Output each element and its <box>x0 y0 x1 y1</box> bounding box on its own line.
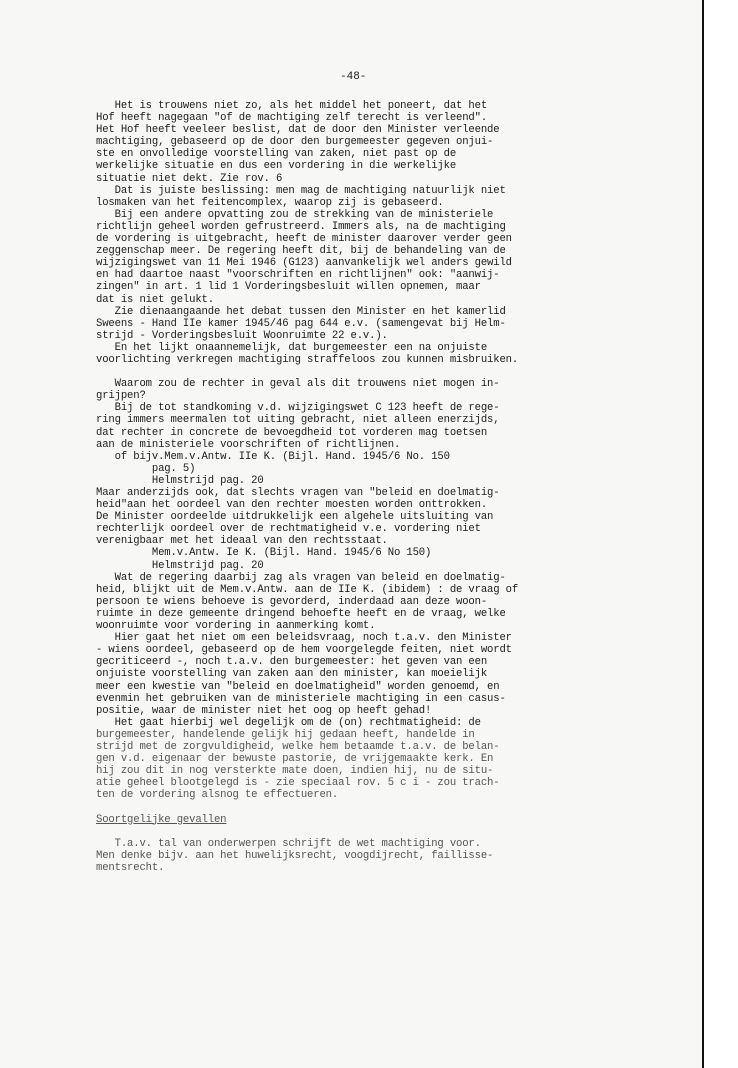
text-line: grijpen? <box>96 390 146 403</box>
text-line: De Minister oordeelde uitdrukkelijk een algehele uitsluiting van <box>96 511 494 524</box>
text-line: Men denke bijv. aan het huwelijksrecht, voogdijrecht, faillisse- <box>96 849 494 862</box>
text-line: Helmstrijd pag. 20 <box>96 559 264 572</box>
text-line: Het is trouwens niet zo, als het middel het poneert, dat het <box>96 100 488 112</box>
text-line: heid"aan het oordeel van den rechter moesten worden onttrokken. <box>96 499 488 512</box>
text-line: onjuiste voorstelling van zaken aan den minister, kan moeielijk <box>96 668 488 681</box>
text-line: Het gaat hierbij wel degelijk om de (on) rechtmatigheid: de <box>96 716 481 729</box>
text-line: Hier gaat het niet om een beleidsvraag, noch t.a.v. den Minister <box>96 632 512 645</box>
text-line: Het Hof heeft veeleer beslist, dat de door den Minister verleende <box>96 124 500 137</box>
text-line: hij zou dit in nog versterkte mate doen, indien hij, nu de situ- <box>96 765 494 778</box>
paragraph-gap <box>96 801 706 813</box>
text-line: rechterlijk oordeel over de rechtmatigheid v.e. vordering niet <box>96 523 481 536</box>
text-line: Dat is juiste beslissing: men mag de machtiging natuurlijk niet <box>96 184 506 197</box>
text-line: T.a.v. tal van onderwerpen schrijft de wet machtiging voor. <box>96 837 481 850</box>
text-line: strijd - Vorderingsbesluit Woonruimte 22 e.v.). <box>96 329 388 342</box>
text-line: wijzigingswet van 11 Mei 1946 (G123) aanvankelijk wel anders gewild <box>96 257 512 270</box>
text-line: ring immers meermalen tot uiting gebracht, niet alleen enerzijds, <box>96 414 500 427</box>
text-line: aan de ministeriele voorschriften of richtlijnen. <box>96 438 401 451</box>
text-line: gen v.d. eigenaar der bewuste pastorie, de vrijgemaakte kerk. En <box>96 753 494 766</box>
text-line: Bij de tot standkoming v.d. wijzigingswet C 123 heeft de rege- <box>96 402 500 415</box>
text-line: Mem.v.Antw. Ie K. (Bijl. Hand. 1945/6 No 150) <box>96 547 432 560</box>
text-line: ste en onvolledige voorstelling van zaken, niet past op de <box>96 148 457 161</box>
text-line: Wat de regering daarbij zag als vragen van beleid en doelmatig- <box>96 571 506 584</box>
text-line: dat rechter in concrete de bevoegdheid tot vorderen mag toetsen <box>96 426 488 439</box>
text-line: machtiging, gebaseerd op de door den burgemeester gegeven onjui- <box>96 136 494 149</box>
text-line: heid, blijkt uit de Mem.v.Antw. aan de IIe K. (ibidem) : de vraag of <box>96 583 519 596</box>
text-line: - wiens oordeel, gebaseerd op de hem voorgelegde feiten, niet wordt <box>96 644 512 657</box>
text-line: richtlijn geheel worden gefrustreerd. Immers als, na de machtiging <box>96 220 506 233</box>
text-line: dat is niet gelukt. <box>96 293 214 306</box>
text-line: Helmstrijd pag. 20 <box>96 474 264 487</box>
text-line: voorlichting verkregen machtiging straffeloos zou kunnen misbruiken. <box>96 353 519 366</box>
text-line: burgemeester, handelende gelijk hij gedaan heeft, handelde in <box>96 728 475 741</box>
paragraph-gap <box>96 366 706 378</box>
text-line: Bij een andere opvatting zou de strekking van de ministeriele <box>96 208 494 221</box>
text-line: zingen" in art. 1 lid 1 Vorderingsbesluit willen opnemen, maar <box>96 281 481 294</box>
text-line: mentsrecht. <box>96 861 165 874</box>
paragraph-gap <box>96 826 706 838</box>
text-line: meer een kwestie van "beleid en doelmatigheid" worden genoemd, en <box>96 680 500 693</box>
text-line: Maar anderzijds ook, dat slechts vragen van "beleid en doelmatig- <box>96 487 500 499</box>
text-line: persoon te wiens behoeve is gevorderd, inderdaad aan deze woon- <box>96 595 488 608</box>
text-line: situatie niet dekt. Zie rov. 6 <box>96 172 283 185</box>
text-line: werkelijke situatie en dus een vordering in die werkelijke <box>96 160 457 173</box>
text-line: gecriticeerd -, noch t.a.v. den burgemeester: het geven van een <box>96 656 488 669</box>
text-line: of bijv.Mem.v.Antw. IIe K. (Bijl. Hand. 1945/6 No. 150 <box>96 450 450 463</box>
text-line: Hof heeft nagegaan "of de machtiging zelf terecht is verleend". <box>96 112 488 125</box>
text-line: positie, waar de minister niet het oog op heeft gehad! <box>96 704 432 717</box>
section-heading: Soortgelijke gevallen <box>96 813 227 826</box>
text-line: Zie dienaangaande het debat tussen den Minister en het kamerlid <box>96 305 506 318</box>
text-line: evenmin het gebruiken van de ministeriele machtiging in een casus- <box>96 692 506 705</box>
scan-edge <box>702 0 738 1068</box>
text-line: ruimte in deze gemeente dringend behoefte heeft en de vraag, welke <box>96 607 506 620</box>
text-line: en had daartoe naast "voorschriften en richtlijnen" ook: "aanwij- <box>96 269 500 282</box>
text-line: ten de vordering alsnog te effectueren. <box>96 789 339 802</box>
text-line: woonruimte voor vordering in aanmerking komt. <box>96 620 376 633</box>
text-line: de vordering is uitgebracht, heeft de minister daarover verder geen <box>96 233 512 246</box>
text-line: strijd met de zorgvuldigheid, welke hem betaamde t.a.v. de belan- <box>96 740 500 753</box>
page-number: -48- <box>340 71 367 83</box>
text-line: losmaken van het feitencomplex, waarop zij is gebaseerd. <box>96 196 444 209</box>
text-line: pag. 5) <box>96 462 196 475</box>
text-line: zeggenschap meer. De regering heeft dit, bij de behandeling van de <box>96 245 506 258</box>
text-line: verenigbaar met het ideaal van den rechtsstaat. <box>96 535 388 548</box>
text-line: atie geheel blootgelegd is - zie speciaal rov. 5 c i - zou trach- <box>96 777 500 790</box>
document-body <box>96 100 706 874</box>
text-line: Waarom zou de rechter in geval als dit trouwens niet mogen in- <box>96 378 500 391</box>
text-line: En het lijkt onaannemelijk, dat burgemeester een na onjuiste <box>96 341 488 354</box>
text-line: Sweens - Hand IIe kamer 1945/46 pag 644 e.v. (samengevat bij Helm- <box>96 317 506 330</box>
